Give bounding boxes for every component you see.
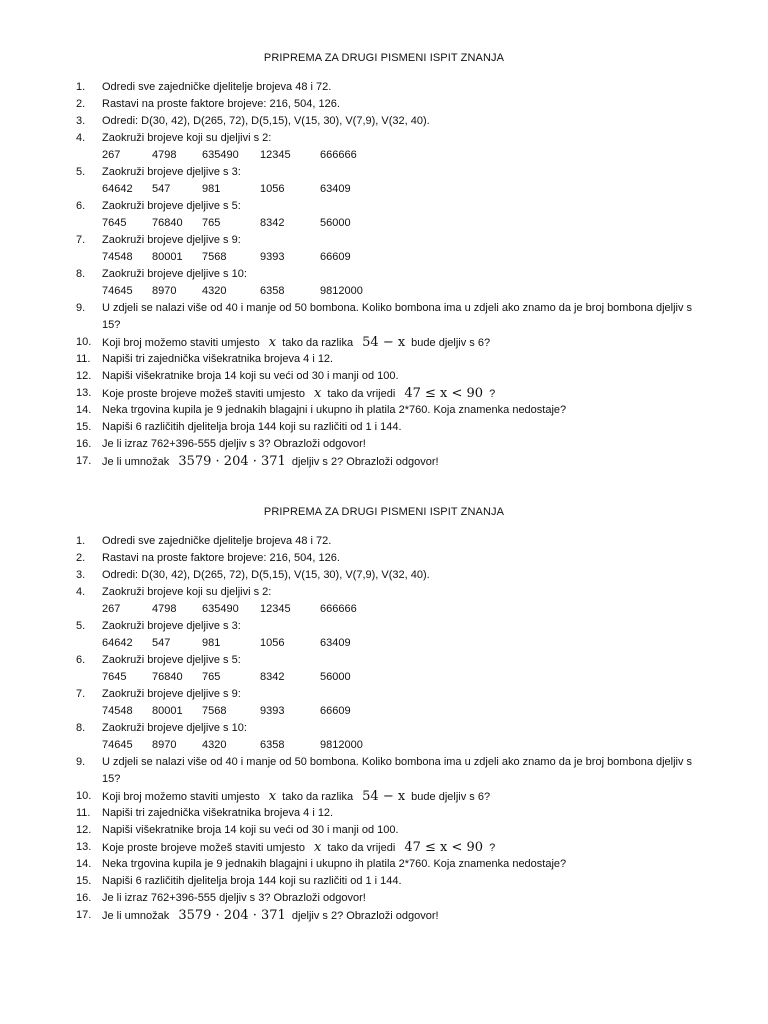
exercise-text xyxy=(102,300,702,334)
exercise-prompt xyxy=(102,907,702,925)
exercise-prompt: Zaokruži brojeve djeljive s 3: xyxy=(102,620,241,632)
exercise-prompt: Napiši 6 različitih djelitelja broja 144 koji su različiti od 1 i 144. xyxy=(102,421,402,433)
exercise-item xyxy=(0,351,768,368)
exercise-prompt: Zaokruži brojeve djeljive s 10: xyxy=(102,722,247,734)
number-option[interactable]: 74548 xyxy=(102,705,133,717)
exercise-prompt xyxy=(102,334,702,352)
number-option[interactable]: 267 xyxy=(102,149,121,161)
exercise-text xyxy=(102,334,702,352)
exercise-prompt: U zdjeli se nalazi više od 40 i manje od 50 bombona. Koliko bombona ima u zdjeli ako znamo da je broj bombona djeljiv s 15? xyxy=(102,302,693,331)
number-row xyxy=(102,737,702,754)
exercise-prompt: Je li izraz 762+396-555 djeljiv s 3? Obrazloži odgovor! xyxy=(102,892,366,904)
number-option[interactable]: 765 xyxy=(202,671,221,683)
prompt-part: Je li umnožak xyxy=(102,456,170,468)
exercise-number: 11. xyxy=(76,807,91,819)
exercise-text xyxy=(102,533,702,550)
exercise-item xyxy=(0,652,768,686)
number-option[interactable]: 76840 xyxy=(152,671,183,683)
exercise-item xyxy=(0,907,768,924)
exercise-item xyxy=(0,198,768,232)
number-option[interactable]: 8970 xyxy=(152,285,177,297)
math-expression: 47 ≤ x < 90 xyxy=(404,386,484,401)
prompt-part: ? xyxy=(489,388,496,400)
exercise-prompt: Napiši višekratnike broja 14 koji su veći od 30 i manji od 100. xyxy=(102,824,399,836)
exercise-number: 5. xyxy=(76,166,86,178)
exercise-item xyxy=(0,788,768,805)
exercise-number: 1. xyxy=(76,535,86,547)
prompt-part: tako da razlika xyxy=(282,337,354,349)
exercise-number: 15. xyxy=(76,875,92,887)
exercise-item xyxy=(0,113,768,130)
exercise-number: 16. xyxy=(76,438,92,450)
number-option[interactable]: 635490 xyxy=(202,603,239,615)
number-row xyxy=(102,669,702,686)
exercise-item xyxy=(0,805,768,822)
exercise-item xyxy=(0,754,768,788)
exercise-item xyxy=(0,550,768,567)
exercise-number: 3. xyxy=(76,569,86,581)
math-variable: x xyxy=(314,840,322,855)
exercise-text xyxy=(102,164,702,198)
exercise-prompt: Neka trgovina kupila je 9 jednakih blagajni i ukupno ih platila 2*760. Koja znamenka nedostaje? xyxy=(102,858,567,870)
exercise-item xyxy=(0,453,768,470)
exercise-number: 8. xyxy=(76,722,86,734)
exercise-text xyxy=(102,567,702,584)
number-row xyxy=(102,703,702,720)
number-option[interactable]: 80001 xyxy=(152,251,183,263)
math-expression: 3579 · 204 · 371 xyxy=(178,454,286,469)
exercise-item xyxy=(0,873,768,890)
exercise-prompt: Odredi: D(30, 42), D(265, 72), D(5,15), V(15, 30), V(7,9), V(32, 40). xyxy=(102,115,430,127)
exercise-number: 2. xyxy=(76,98,86,110)
exercise-prompt: Napiši tri zajednička višekratnika brojeva 4 i 12. xyxy=(102,353,334,365)
exercise-item xyxy=(0,96,768,113)
exercise-prompt: Zaokruži brojeve djeljive s 9: xyxy=(102,688,241,700)
exercise-text xyxy=(102,822,702,839)
number-option[interactable]: 64642 xyxy=(102,183,133,195)
exercise-text xyxy=(102,839,702,857)
exercise-item xyxy=(0,164,768,198)
prompt-part: Koje proste brojeve možeš staviti umjesto xyxy=(102,388,305,400)
number-option[interactable]: 80001 xyxy=(152,705,183,717)
math-variable: x xyxy=(268,789,277,804)
exercise-prompt xyxy=(102,788,702,806)
exercise-text xyxy=(102,652,702,686)
exercise-prompt: Zaokruži brojeve koji su djeljivi s 2: xyxy=(102,132,272,144)
number-option[interactable]: 267 xyxy=(102,603,121,615)
exercise-text xyxy=(102,232,702,266)
number-option[interactable]: 63409 xyxy=(320,637,351,649)
exercise-item xyxy=(0,419,768,436)
exercise-item xyxy=(0,618,768,652)
number-option[interactable]: 4798 xyxy=(152,603,177,615)
exercise-item xyxy=(0,436,768,453)
exercise-item xyxy=(0,79,768,96)
exercise-text xyxy=(102,402,702,419)
exercise-text xyxy=(102,453,702,471)
exercise-item xyxy=(0,402,768,419)
exercise-prompt: Zaokruži brojeve djeljive s 5: xyxy=(102,200,241,212)
number-option[interactable]: 7645 xyxy=(102,217,127,229)
exercise-item xyxy=(0,567,768,584)
exercise-number: 13. xyxy=(76,387,92,399)
exercise-item xyxy=(0,300,768,334)
worksheet-title: PRIPREMA ZA DRUGI PISMENI ISPIT ZNANJA xyxy=(263,52,505,64)
number-option[interactable]: 12345 xyxy=(260,603,291,615)
number-option[interactable]: 8342 xyxy=(260,671,285,683)
exercise-number: 14. xyxy=(76,404,92,416)
exercise-number: 1. xyxy=(76,81,86,93)
exercise-text xyxy=(102,130,702,164)
number-option[interactable]: 666666 xyxy=(320,603,357,615)
exercise-text xyxy=(102,96,702,113)
exercise-item xyxy=(0,266,768,300)
exercise-item xyxy=(0,686,768,720)
number-row xyxy=(102,635,702,652)
number-option[interactable]: 547 xyxy=(152,637,171,649)
exercise-number: 6. xyxy=(76,654,86,666)
number-option[interactable]: 74645 xyxy=(102,285,133,297)
exercise-text xyxy=(102,385,702,403)
number-option[interactable]: 9812000 xyxy=(320,285,363,297)
exercise-number: 10. xyxy=(76,336,92,348)
number-option[interactable]: 63409 xyxy=(320,183,351,195)
exercise-prompt xyxy=(102,839,702,857)
exercise-number: 17. xyxy=(76,909,92,921)
exercise-number: 17. xyxy=(76,455,92,467)
exercise-text xyxy=(102,198,702,232)
exercise-prompt: Napiši višekratnike broja 14 koji su veći od 30 i manji od 100. xyxy=(102,370,399,382)
math-expression: 54 − x xyxy=(362,789,406,804)
number-option[interactable]: 56000 xyxy=(320,671,351,683)
number-row xyxy=(102,601,702,618)
exercise-number: 9. xyxy=(76,302,86,314)
number-option[interactable]: 635490 xyxy=(202,149,239,161)
exercise-text xyxy=(102,618,702,652)
number-option[interactable]: 1056 xyxy=(260,183,285,195)
exercise-text xyxy=(102,788,702,806)
exercise-text xyxy=(102,266,702,300)
exercise-number: 12. xyxy=(76,824,92,836)
exercise-item xyxy=(0,584,768,618)
exercise-prompt: Odredi: D(30, 42), D(265, 72), D(5,15), V(15, 30), V(7,9), V(32, 40). xyxy=(102,569,430,581)
exercise-text xyxy=(102,419,702,436)
exercise-text xyxy=(102,890,702,907)
exercise-text xyxy=(102,368,702,385)
exercise-number: 14. xyxy=(76,858,92,870)
number-option[interactable]: 9812000 xyxy=(320,739,363,751)
exercise-prompt: Napiši tri zajednička višekratnika brojeva 4 i 12. xyxy=(102,807,334,819)
number-option[interactable]: 74645 xyxy=(102,739,133,751)
exercise-number: 4. xyxy=(76,586,86,598)
exercise-number: 10. xyxy=(76,790,92,802)
number-option[interactable]: 981 xyxy=(202,183,221,195)
exercise-item xyxy=(0,232,768,266)
number-option[interactable]: 547 xyxy=(152,183,171,195)
prompt-part: Je li umnožak xyxy=(102,910,170,922)
worksheet-title: PRIPREMA ZA DRUGI PISMENI ISPIT ZNANJA xyxy=(263,506,505,518)
number-row xyxy=(102,283,702,300)
prompt-part: tako da razlika xyxy=(282,791,354,803)
exercise-list xyxy=(0,533,768,924)
exercise-number: 9. xyxy=(76,756,86,768)
exercise-number: 16. xyxy=(76,892,92,904)
math-expression: 54 − x xyxy=(362,335,406,350)
number-option[interactable]: 4320 xyxy=(202,285,227,297)
number-row xyxy=(102,147,702,164)
exercise-text xyxy=(102,754,702,788)
exercise-item xyxy=(0,368,768,385)
exercise-prompt: Rastavi na proste faktore brojeve: 216, 504, 126. xyxy=(102,98,340,110)
exercise-text xyxy=(102,550,702,567)
exercise-number: 15. xyxy=(76,421,92,433)
number-option[interactable]: 7645 xyxy=(102,671,127,683)
number-option[interactable]: 7568 xyxy=(202,705,227,717)
number-option[interactable]: 1056 xyxy=(260,637,285,649)
exercise-prompt: U zdjeli se nalazi više od 40 i manje od 50 bombona. Koliko bombona ima u zdjeli ako znamo da je broj bombona djeljiv s 15? xyxy=(102,756,693,785)
number-option[interactable]: 981 xyxy=(202,637,221,649)
exercise-text xyxy=(102,584,702,618)
exercise-prompt: Zaokruži brojeve koji su djeljivi s 2: xyxy=(102,586,272,598)
exercise-item xyxy=(0,890,768,907)
number-row xyxy=(102,181,702,198)
exercise-item xyxy=(0,130,768,164)
number-option[interactable]: 74548 xyxy=(102,251,133,263)
math-expression: 3579 · 204 · 371 xyxy=(178,908,286,923)
prompt-part: bude djeljiv s 6? xyxy=(411,337,491,349)
exercise-text xyxy=(102,856,702,873)
exercise-prompt: Je li izraz 762+396-555 djeljiv s 3? Obrazloži odgovor! xyxy=(102,438,366,450)
number-row xyxy=(102,249,702,266)
number-row xyxy=(102,215,702,232)
exercise-item xyxy=(0,334,768,351)
math-variable: x xyxy=(268,335,277,350)
exercise-prompt: Napiši 6 različitih djelitelja broja 144 koji su različiti od 1 i 144. xyxy=(102,875,402,887)
number-option[interactable]: 6358 xyxy=(260,739,285,751)
exercise-number: 13. xyxy=(76,841,92,853)
exercise-text xyxy=(102,436,702,453)
number-option[interactable]: 666666 xyxy=(320,149,357,161)
exercise-text xyxy=(102,720,702,754)
number-option[interactable]: 8970 xyxy=(152,739,177,751)
exercise-item xyxy=(0,533,768,550)
prompt-part: Koji broj možemo staviti umjesto xyxy=(102,337,260,349)
exercise-prompt: Zaokruži brojeve djeljive s 10: xyxy=(102,268,247,280)
number-option[interactable]: 66609 xyxy=(320,705,351,717)
exercise-number: 5. xyxy=(76,620,86,632)
exercise-prompt: Zaokruži brojeve djeljive s 5: xyxy=(102,654,241,666)
exercise-prompt: Zaokruži brojeve djeljive s 9: xyxy=(102,234,241,246)
number-option[interactable]: 4798 xyxy=(152,149,177,161)
exercise-number: 4. xyxy=(76,132,86,144)
exercise-number: 7. xyxy=(76,234,86,246)
exercise-text xyxy=(102,873,702,890)
number-option[interactable]: 56000 xyxy=(320,217,351,229)
prompt-part: Koji broj možemo staviti umjesto xyxy=(102,791,260,803)
number-option[interactable]: 76840 xyxy=(152,217,183,229)
exercise-prompt xyxy=(102,453,702,471)
number-option[interactable]: 66609 xyxy=(320,251,351,263)
exercise-item xyxy=(0,856,768,873)
exercise-text xyxy=(102,907,702,925)
number-option[interactable]: 9393 xyxy=(260,251,285,263)
exercise-prompt: Zaokruži brojeve djeljive s 3: xyxy=(102,166,241,178)
prompt-part: bude djeljiv s 6? xyxy=(411,791,491,803)
exercise-item xyxy=(0,385,768,402)
exercise-item xyxy=(0,720,768,754)
exercise-prompt: Odredi sve zajedničke djelitelje brojeva 48 i 72. xyxy=(102,81,332,93)
exercise-number: 6. xyxy=(76,200,86,212)
prompt-part: djeljiv s 2? Obrazloži odgovor! xyxy=(291,456,439,468)
number-option[interactable]: 9393 xyxy=(260,705,285,717)
exercise-text xyxy=(102,805,702,822)
exercise-list xyxy=(0,79,768,470)
number-option[interactable]: 64642 xyxy=(102,637,133,649)
number-option[interactable]: 12345 xyxy=(260,149,291,161)
exercise-text xyxy=(102,79,702,96)
number-option[interactable]: 7568 xyxy=(202,251,227,263)
number-option[interactable]: 6358 xyxy=(260,285,285,297)
prompt-part: tako da vrijedi xyxy=(327,388,396,400)
exercise-text xyxy=(102,686,702,720)
number-option[interactable]: 4320 xyxy=(202,739,227,751)
exercise-number: 11. xyxy=(76,353,91,365)
prompt-part: tako da vrijedi xyxy=(327,842,396,854)
number-option[interactable]: 765 xyxy=(202,217,221,229)
exercise-number: 2. xyxy=(76,552,86,564)
exercise-text xyxy=(102,351,702,368)
math-expression: 47 ≤ x < 90 xyxy=(404,840,484,855)
prompt-part: Koje proste brojeve možeš staviti umjesto xyxy=(102,842,305,854)
exercise-item xyxy=(0,839,768,856)
prompt-part: ? xyxy=(489,842,496,854)
exercise-prompt: Neka trgovina kupila je 9 jednakih blagajni i ukupno ih platila 2*760. Koja znamenka nedostaje? xyxy=(102,404,567,416)
exercise-prompt: Rastavi na proste faktore brojeve: 216, 504, 126. xyxy=(102,552,340,564)
exercise-number: 3. xyxy=(76,115,86,127)
exercise-prompt xyxy=(102,385,702,403)
prompt-part: djeljiv s 2? Obrazloži odgovor! xyxy=(291,910,439,922)
exercise-number: 7. xyxy=(76,688,86,700)
exercise-prompt: Odredi sve zajedničke djelitelje brojeva 48 i 72. xyxy=(102,535,332,547)
exercise-text xyxy=(102,113,702,130)
math-variable: x xyxy=(314,386,322,401)
exercise-number: 8. xyxy=(76,268,86,280)
exercise-item xyxy=(0,822,768,839)
exercise-number: 12. xyxy=(76,370,92,382)
number-option[interactable]: 8342 xyxy=(260,217,285,229)
